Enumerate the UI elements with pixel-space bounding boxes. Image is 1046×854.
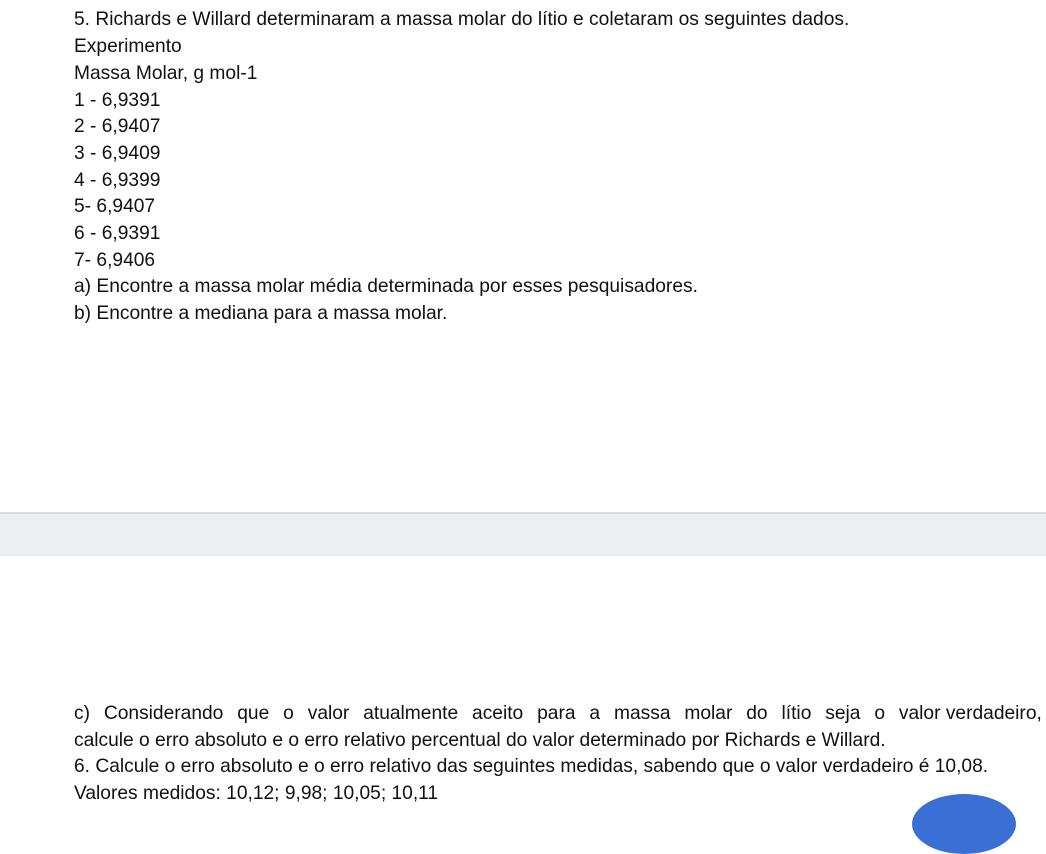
item-c-word: massa [613, 703, 671, 724]
item-c-word: lítio [781, 703, 812, 724]
item-c-line-1 [74, 701, 1042, 727]
item-c-word: molar [684, 703, 733, 724]
item-b: b) Encontre a mediana para a massa molar. [74, 303, 448, 324]
data-row: 2 - 6,9407 [74, 116, 161, 137]
column-header-experimento: Experimento [74, 36, 182, 57]
data-row: 6 - 6,9391 [74, 223, 161, 244]
question-6: 6. Calcule o erro absoluto e o erro relativo das seguintes medidas, sabendo que o valor verdadeiro é 10,08. [74, 756, 989, 777]
question-5-title: 5. Richards e Willard determinaram a massa molar do lítio e coletaram os seguintes dados. [74, 9, 850, 30]
item-c-word: a [589, 703, 601, 724]
data-row: 7- 6,9406 [74, 250, 156, 271]
item-c-word: para [537, 703, 576, 724]
item-c-line-2: calcule o erro absoluto e o erro relativo percentual do valor determinado por Richards e Willard. [74, 730, 886, 751]
data-row: 5- 6,9407 [74, 196, 156, 217]
data-row: 3 - 6,9409 [74, 143, 161, 164]
item-c-word: valor [307, 703, 350, 724]
item-c-word: atualmente [363, 703, 459, 724]
item-c-word: c) [74, 703, 90, 724]
item-c-word: o [283, 703, 294, 724]
item-c-word: valor verdadeiro, [898, 703, 1042, 724]
measured-values: Valores medidos: 10,12; 9,98; 10,05; 10,11 [74, 783, 439, 804]
item-c-word: Considerando [103, 703, 224, 724]
item-a: a) Encontre a massa molar média determinada por esses pesquisadores. [74, 276, 698, 297]
item-c-word: que [237, 703, 270, 724]
item-c-word: seja [825, 703, 861, 724]
item-c-word: aceito [472, 703, 524, 724]
column-header-massa-molar: Massa Molar, g mol-1 [74, 63, 258, 84]
item-c-word: o [874, 703, 886, 724]
data-row: 4 - 6,9399 [74, 170, 161, 191]
floating-action-button[interactable] [912, 794, 1016, 854]
page-separator [0, 512, 1046, 556]
document-page-2 [0, 556, 1046, 808]
data-row: 1 - 6,9391 [74, 90, 161, 111]
item-c-word: do [746, 703, 768, 724]
